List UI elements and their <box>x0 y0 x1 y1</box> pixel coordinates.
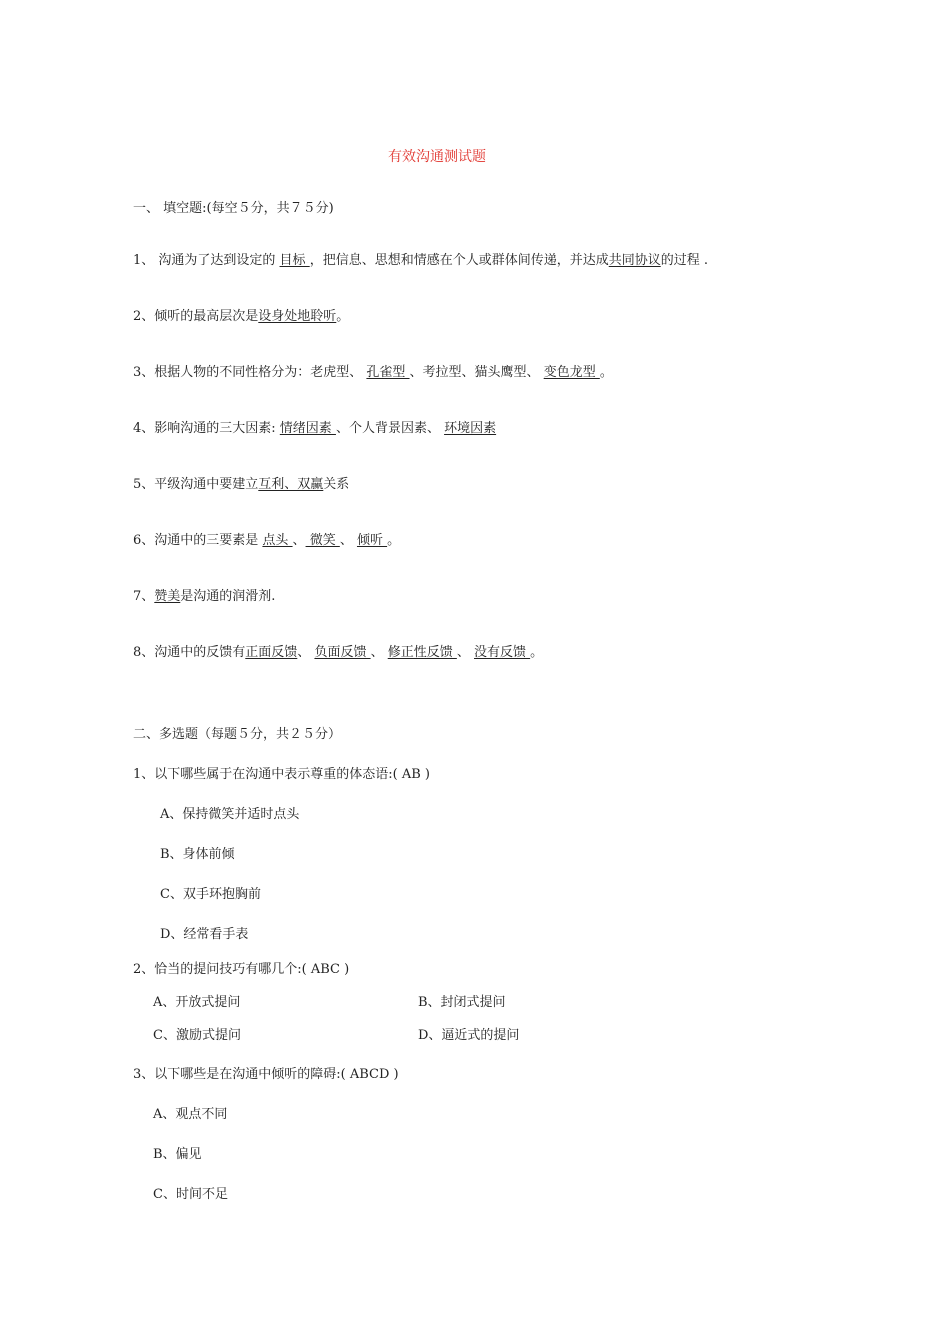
q-text: 、 <box>292 533 306 548</box>
answer-blank: 情绪因素 <box>279 421 336 436</box>
answer-blank: 环境因素 <box>444 421 497 436</box>
q-text: 。 <box>599 365 613 380</box>
q-text: 5、平级沟通中要建立 <box>133 477 259 492</box>
option-a: A、观点不同 <box>153 1107 228 1122</box>
q-text: 、 <box>339 533 357 548</box>
question-7 <box>133 588 275 606</box>
option-c: C、双手环抱胸前 <box>160 887 261 902</box>
option-d: D、经常看手表 <box>160 927 249 942</box>
q-text: 、 <box>456 645 474 660</box>
q-text: 2、倾听的最高层次是 <box>133 309 259 324</box>
mc-question-1: 1、以下哪些属于在沟通中表示尊重的体态语:( AB ) <box>133 767 431 782</box>
q-text: ，把信息、思想和情感在个人或群体间传递，并达成 <box>309 253 609 268</box>
answer-blank: 点头 <box>262 533 293 548</box>
q-text: 。 <box>336 309 350 324</box>
q-text: 。 <box>387 533 401 548</box>
q-text: 6、沟通中的三要素是 <box>133 533 263 548</box>
option-a: A、保持微笑并适时点头 <box>160 807 300 822</box>
option-c: C、时间不足 <box>153 1187 228 1202</box>
q-text <box>133 589 180 604</box>
mc-question-2: 2、恰当的提问技巧有哪几个:( ABC ) <box>133 962 350 977</box>
question-3 <box>133 364 613 382</box>
q-text: 3、根据人物的不同性格分为：老虎型、 <box>133 365 367 380</box>
q-text: 1、 沟通为了达到设定的 <box>133 253 280 268</box>
answer-blank: 微笑 <box>305 533 340 548</box>
answer-blank: 倾听 <box>356 533 388 548</box>
answer-blank: 没有反馈 <box>474 645 531 660</box>
question-1 <box>133 252 708 270</box>
option-a: A、开放式提问 <box>153 995 241 1010</box>
answer-blank: 目标 <box>279 253 310 268</box>
question-5 <box>133 476 349 494</box>
section-heading: 二、多选题（每题５分，共２５分） <box>133 727 342 742</box>
option-b: B、偏见 <box>153 1147 202 1162</box>
answer-blank: 修正性反馈 <box>387 645 457 660</box>
q-text: 。 <box>530 645 544 660</box>
option-c: C、激励式提问 <box>153 1028 241 1043</box>
option-b: B、封闭式提问 <box>418 995 506 1010</box>
section-heading: 一、 填空题:(每空５分，共７５分) <box>133 201 334 216</box>
question-6 <box>133 532 400 550</box>
q-text: 、 <box>297 645 315 660</box>
mc-question-3: 3、以下哪些是在沟通中倾听的障碍:( ABCD ) <box>133 1067 399 1082</box>
answer-blank: 共同协议 <box>608 253 661 268</box>
q-text: 、个人背景因素、 <box>335 421 445 436</box>
question-8 <box>133 644 543 662</box>
question-4 <box>133 420 496 438</box>
answer-blank: 设身处地聆听 <box>258 309 337 324</box>
q-text: 是沟通的润滑剂. <box>180 589 276 604</box>
q-text: 的过程 . <box>660 253 708 268</box>
q-text: 4、影响沟通的三大因素: <box>133 421 280 436</box>
option-b: B、身体前倾 <box>160 847 235 862</box>
q-text: 、考拉型、猫头鹰型、 <box>409 365 544 380</box>
q-number: 7、 <box>133 589 155 604</box>
question-2 <box>133 308 349 326</box>
option-d: D、逼近式的提问 <box>418 1028 520 1043</box>
answer-blank: 赞美 <box>154 589 181 604</box>
answer-blank: 变色龙型 <box>543 365 600 380</box>
page-title: 有效沟通测试题 <box>388 149 486 165</box>
answer-blank: 互利、双赢 <box>258 477 324 492</box>
q-text: 8、沟通中的反馈有 <box>133 645 246 660</box>
q-text: 关系 <box>323 477 350 492</box>
answer-blank: 负面反馈 <box>314 645 371 660</box>
answer-blank: 孔雀型 <box>366 365 410 380</box>
answer-blank: 正面反馈 <box>245 645 298 660</box>
q-text: 、 <box>370 645 388 660</box>
